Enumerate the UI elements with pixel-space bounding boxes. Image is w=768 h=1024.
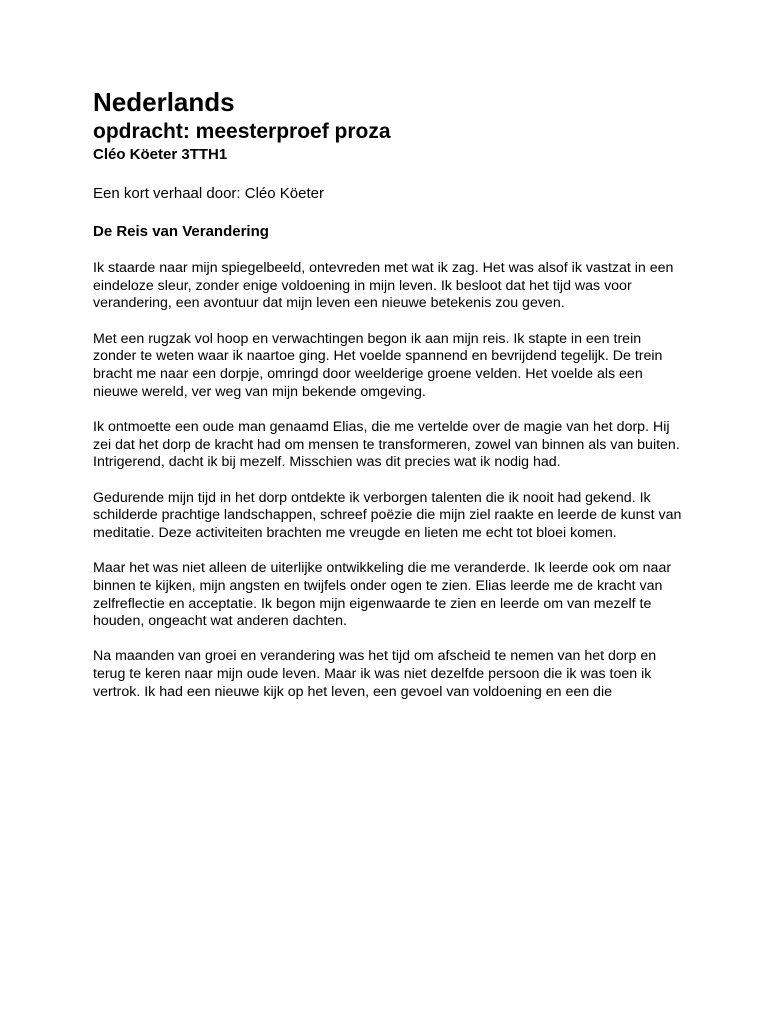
story-body: [93, 260, 683, 702]
paragraph: Ik staarde naar mijn spiegelbeeld, ontevreden met wat ik zag. Het was alsof ik vastzat in een eindeloze sleur, zonder enige voldoening in mijn leven. Ik besloot dat het tijd was voor verandering, een avontuur dat mijn leven een nieuwe betekenis zou geven.: [93, 260, 674, 312]
paragraph: Ik ontmoette een oude man genaamd Elias, die me vertelde over de magie van het dorp. Hij zei dat het dorp de kracht had om mensen te transformeren, zowel van binnen als van buiten. Intrigerend, dacht ik bij mezelf. Misschien was dit precies wat ik nodig had.: [93, 418, 680, 471]
paragraph: Maar het was niet alleen de uiterlijke ontwikkeling die me veranderde. Ik leerde ook om naar binnen te kijken, mijn angsten en twijfels onder ogen te zien. Elias leerde me de kracht van zelfreflectie en acceptatie. Ik begon mijn eigenwaarde te zien en leerde om van mezelf te houden, ongeacht wat anderen dachten.: [93, 560, 672, 630]
paragraph: Na maanden van groei en verandering was het tijd om afscheid te nemen van het dorp en terug te keren naar mijn oude leven. Maar ik was niet dezelfde persoon die ik was toen ik vertrok. Ik had een nieuwe kijk op het leven, een gevoel van voldoening en een die: [93, 648, 657, 700]
byline: Een kort verhaal door: Cléo Köeter: [93, 185, 324, 202]
document-subtitle: opdracht: meesterproef proza: [93, 120, 391, 143]
author-line: Cléo Köeter 3TTH1: [93, 146, 228, 163]
story-title: De Reis van Verandering: [93, 223, 269, 240]
document-title: Nederlands: [93, 87, 235, 117]
paragraph: Met een rugzak vol hoop en verwachtingen begon ik aan mijn reis. Ik stapte in een trein zonder te weten waar ik naartoe ging. Het voelde spannend en bevrijdend tegelijk. De trein bracht me naar een dorpje, omringd door weelderige groene velden. Het voelde als een nieuwe wereld, ver weg van mijn bekende omgeving.: [93, 330, 663, 400]
paragraph: Gedurende mijn tijd in het dorp ontdekte ik verborgen talenten die ik nooit had gekend. Ik schilderde prachtige landschappen, schreef poëzie die mijn ziel raakte en leerde de kunst van meditatie. Deze activiteiten brachten me vreugde en lieten me echt tot bloei komen.: [93, 489, 682, 541]
document-page: [93, 86, 683, 719]
